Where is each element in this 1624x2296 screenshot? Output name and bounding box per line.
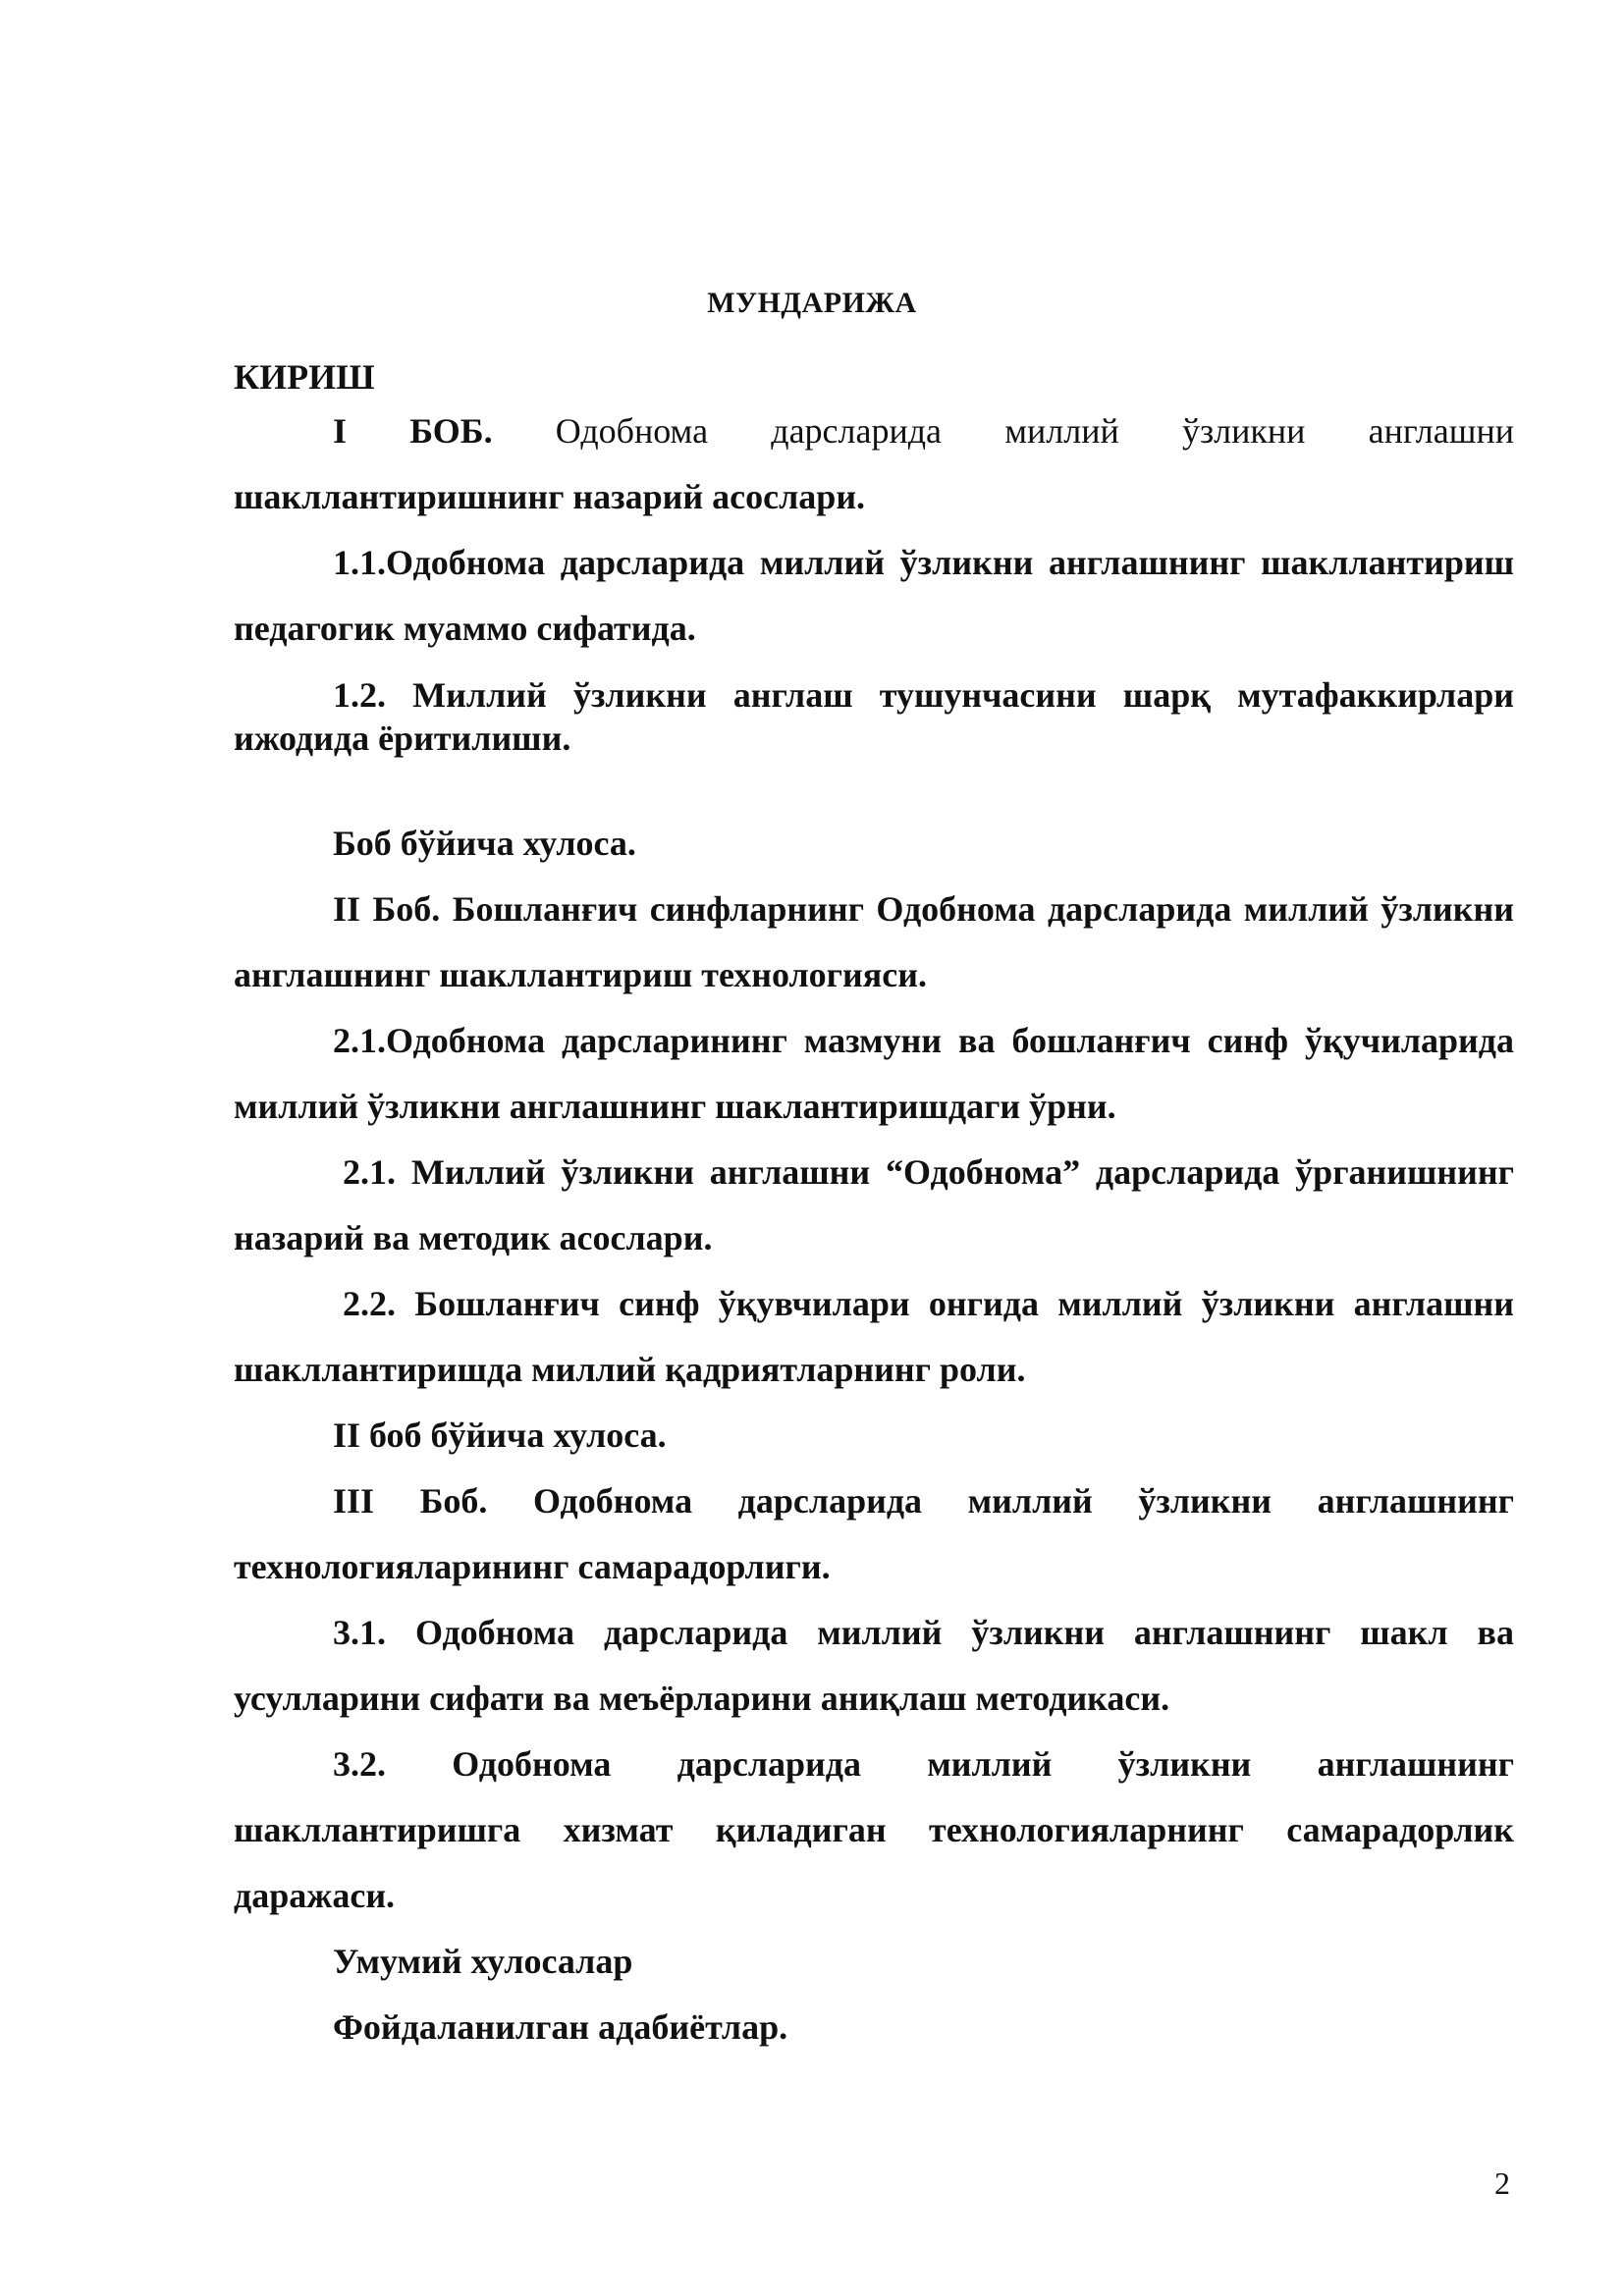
toc-item: 2.1.Одобнома дарсларининг мазмуни ва бошланғич синф ўқучиларида миллий ўзликни англашнинг шаклантиришдаги ўрни. xyxy=(234,1021,1514,1126)
toc-item: 3.1. Одобнома дарсларида миллий ўзликни англашнинг шакл ва усулларини сифати ва меъёрларини аниқлаш методикаси. xyxy=(234,1613,1514,1718)
toc-item: II Боб. Бошланғич синфларнинг Одобнома дарсларида миллий ўзликни англашнинг шакллантириш технологияси. xyxy=(234,889,1514,994)
toc-item: 2.2. Бошланғич синф ўқувчилари онгида миллий ўзликни англашни шакллантиришда миллий қадриятларнинг роли. xyxy=(234,1284,1514,1389)
page-number: 2 xyxy=(1494,2165,1510,2201)
page-title: МУНДАРИЖА xyxy=(707,287,917,319)
table-of-contents xyxy=(234,355,1514,2060)
toc-item: Фойдаланилган адабиётлар. xyxy=(333,2007,788,2047)
toc-item: 1.2. Миллий ўзликни англаш тушунчасини шарқ мутафаккирлари ижодида ёритилиши. xyxy=(234,675,1514,758)
toc-chapter-1-label: I БОБ. xyxy=(333,411,493,451)
toc-item: 3.2. Одобнома дарсларида миллий ўзликни англашнинг шакллантиришга хизмат қиладиган технологияларнинг самарадорлик даражаси. xyxy=(234,1744,1514,1915)
toc-chapter-1-text-bold: шакллантиришнинг назарий асослари. xyxy=(234,477,866,516)
toc-intro: КИРИШ xyxy=(234,357,375,397)
toc-item: II боб бўйича хулоса. xyxy=(333,1415,667,1455)
toc-item: 2.1. Миллий ўзликни англашни “Одобнома” дарсларида ўрганишнинг назарий ва методик асослари. xyxy=(234,1152,1514,1257)
toc-chapter-1 xyxy=(234,399,1514,530)
toc-item: III Боб. Одобнома дарсларида миллий ўзликни англашнинг технологияларининг самарадорлиги. xyxy=(234,1481,1514,1586)
toc-chapter-1-text-normal: Одобнома дарсларида миллий ўзликни англашни xyxy=(555,411,1515,451)
toc-item: 1.1.Одобнома дарсларида миллий ўзликни англашнинг шакллантириш педагогик муаммо сифатида. xyxy=(234,543,1514,648)
toc-item: Умумий хулосалар xyxy=(333,1942,633,1981)
toc-item: Боб бўйича хулоса. xyxy=(333,824,636,863)
